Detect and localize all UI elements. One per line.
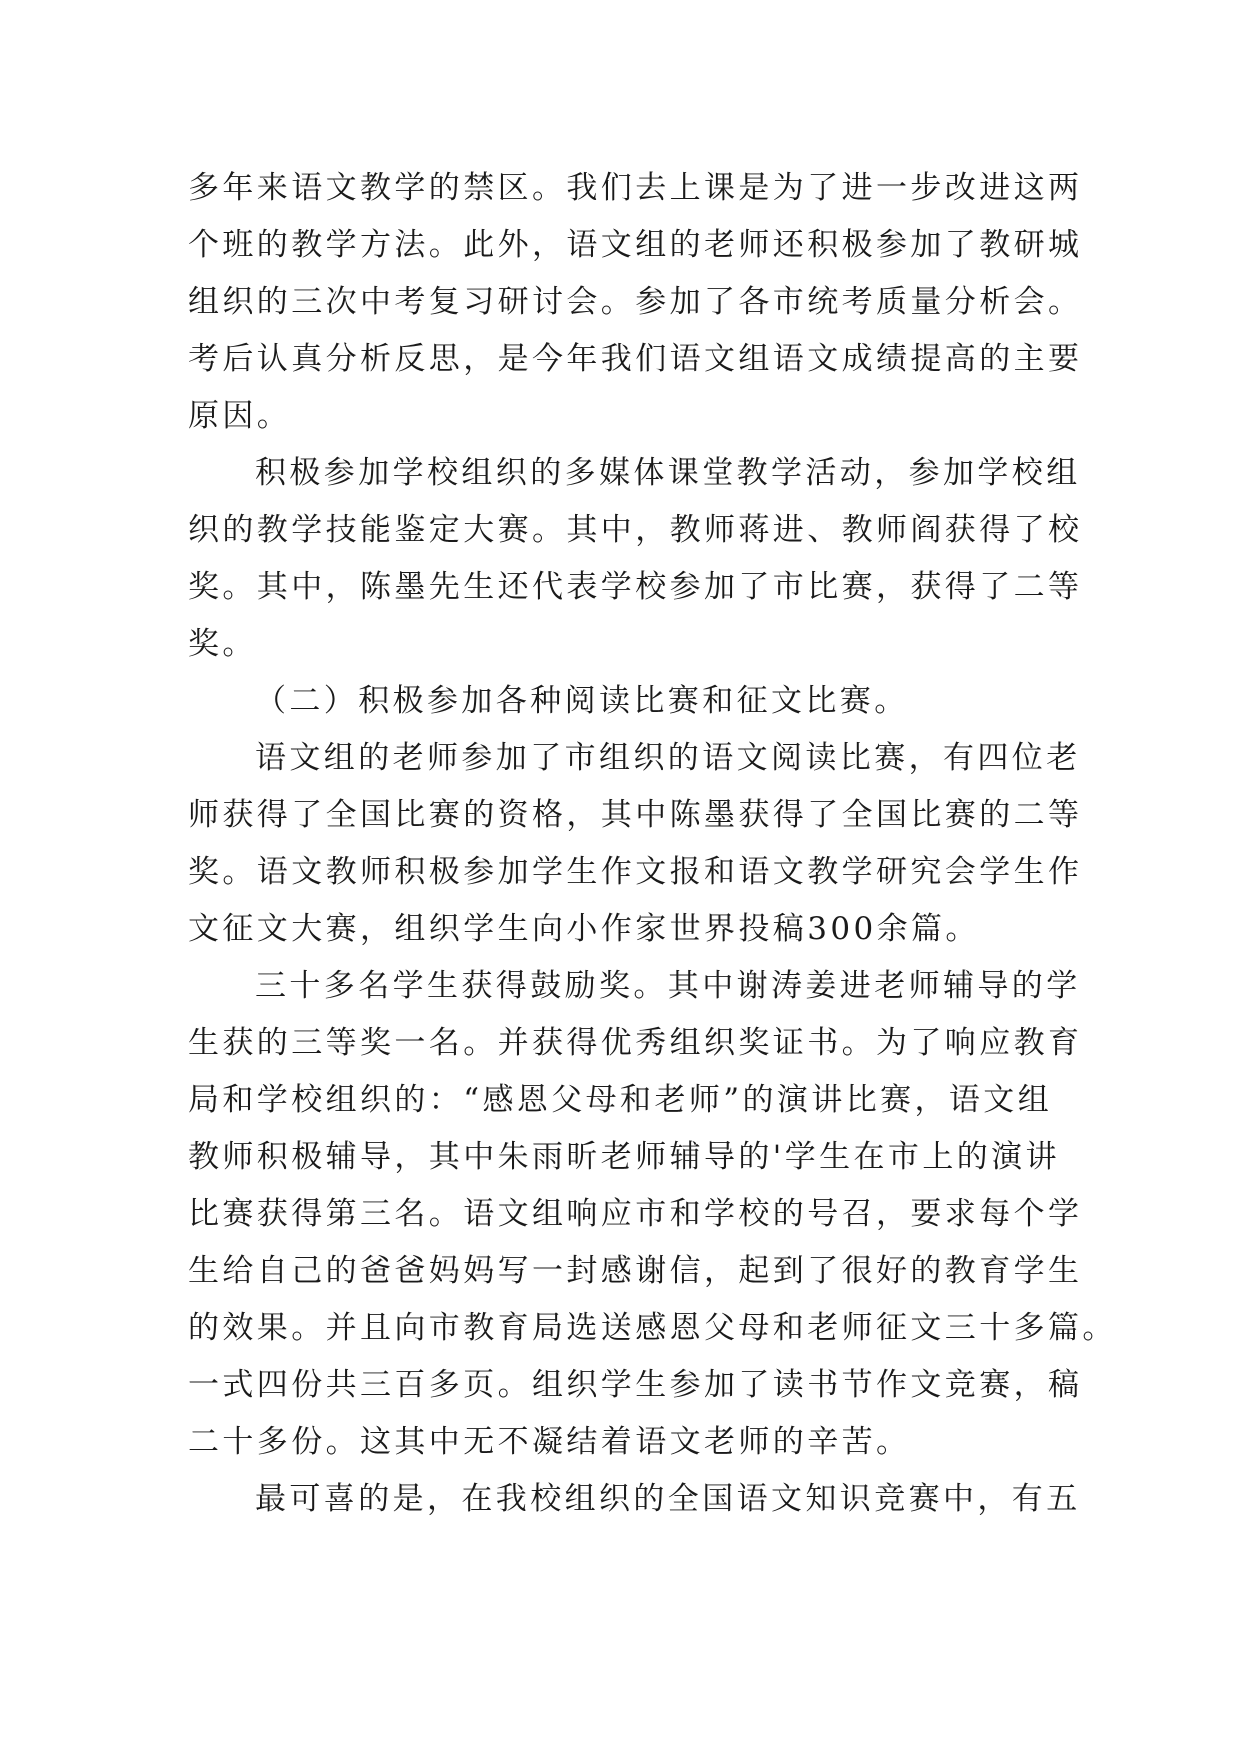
text-line: 师获得了全国比赛的资格，其中陈墨获得了全国比赛的二等 — [188, 797, 1083, 833]
text-line: 考后认真分析反思，是今年我们语文组语文成绩提高的主要 — [188, 341, 1083, 377]
paragraph-first-line: 语文组的老师参加了市组织的语文阅读比赛，有四位老 — [255, 740, 1081, 776]
text-line: 奖。 — [188, 626, 257, 662]
body-text — [188, 160, 1117, 1528]
text-line: 生给自己的爸爸妈妈写一封感谢信，起到了很好的教育学生 — [188, 1253, 1083, 1289]
text-line: 教师积极辅导，其中朱雨昕老师辅导的'学生在市上的演讲 — [188, 1139, 1060, 1175]
text-line: 比赛获得第三名。语文组响应市和学校的号召，要求每个学 — [188, 1196, 1083, 1232]
paragraph-first-line: 三十多名学生获得鼓励奖。其中谢涛姜进老师辅导的学 — [255, 968, 1081, 1004]
text-line: 奖。其中，陈墨先生还代表学校参加了市比赛，获得了二等 — [188, 569, 1083, 605]
text-line: 多年来语文教学的禁区。我们去上课是为了进一步改进这两 — [188, 170, 1083, 206]
text-line: 文征文大赛，组织学生向小作家世界投稿300余篇。 — [188, 911, 980, 947]
text-line: 奖。语文教师积极参加学生作文报和语文教学研究会学生作 — [188, 854, 1083, 890]
text-line: 织的教学技能鉴定大赛。其中，教师蒋进、教师阎获得了校 — [188, 512, 1083, 548]
paragraph-first-line: 积极参加学校组织的多媒体课堂教学活动，参加学校组 — [255, 455, 1081, 491]
text-line: 原因。 — [188, 398, 292, 434]
text-line: 一式四份共三百多页。组织学生参加了读书节作文竞赛，稿 — [188, 1367, 1083, 1403]
section-heading: （二）积极参加各种阅读比赛和征文比赛。 — [255, 683, 909, 719]
text-line: 二十多份。这其中无不凝结着语文老师的辛苦。 — [188, 1424, 911, 1460]
text-line: 局和学校组织的：“感恩父母和老师”的演讲比赛，语文组 — [188, 1082, 1053, 1118]
text-line: 的效果。并且向市教育局选送感恩父母和老师征文三十多篇。 — [188, 1310, 1117, 1346]
text-line: 个班的教学方法。此外，语文组的老师还积极参加了教研城 — [188, 227, 1083, 263]
paragraph-first-line: 最可喜的是，在我校组织的全国语文知识竞赛中，有五 — [255, 1481, 1081, 1517]
text-line: 生获的三等奖一名。并获得优秀组织奖证书。为了响应教育 — [188, 1025, 1083, 1061]
text-line: 组织的三次中考复习研讨会。参加了各市统考质量分析会。 — [188, 284, 1083, 320]
